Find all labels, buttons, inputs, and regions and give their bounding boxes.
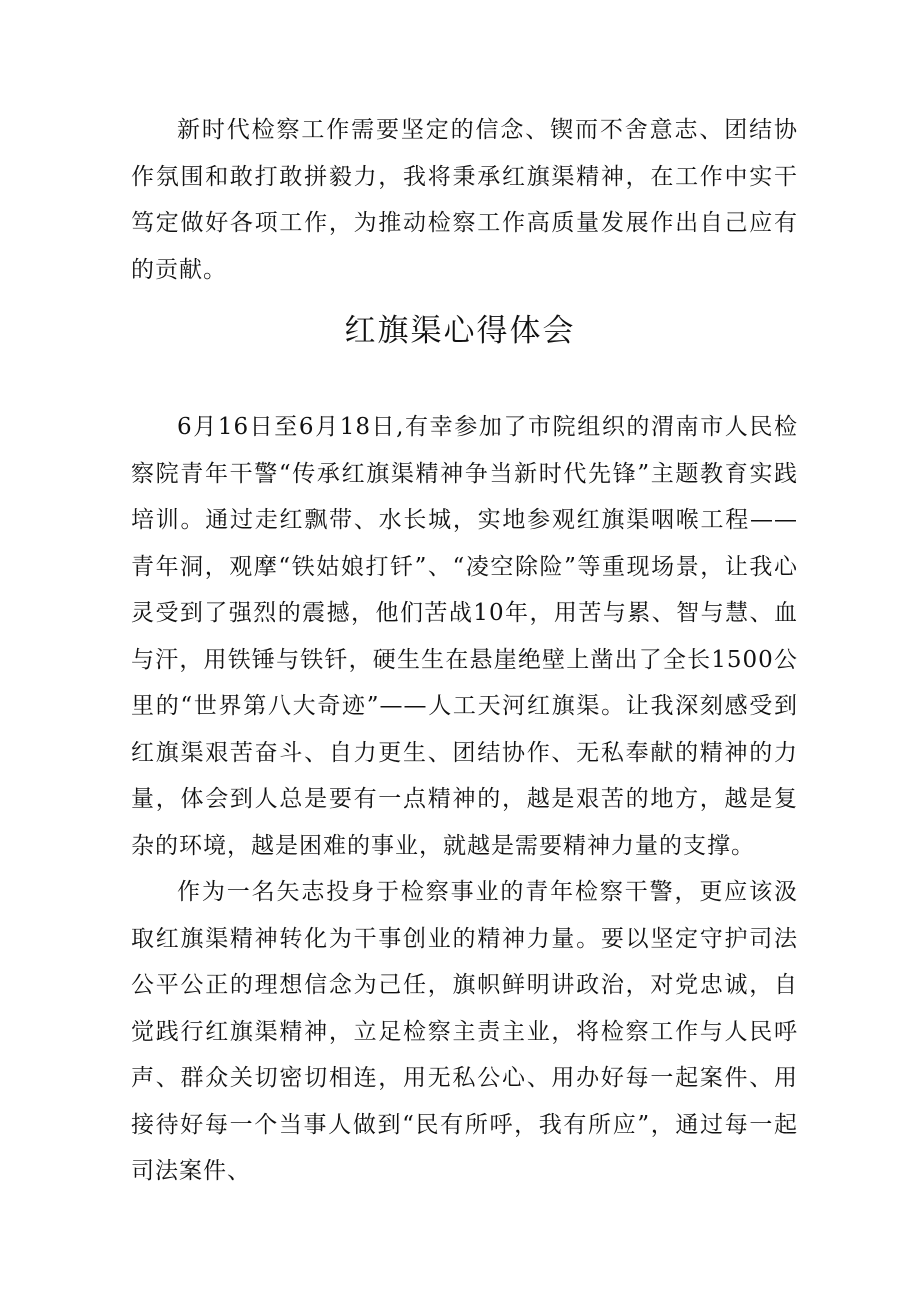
body-paragraph-1: 6月16日至6月18日,有幸参加了市院组织的渭南市人民检察院青年干警“传承红旗渠精神争当新时代先锋”主题教育实践培训。通过走红飘带、水长城，实地参观红旗渠咽喉工程——青年洞，观摩“铁姑娘打钎”、“凌空除险”等重现场景，让我心灵受到了强烈的震撼，他们苦战10年，用苦与累、智与慧、血与汗，用铁锤与铁钎，硬生生在悬崖绝壁上凿出了全长1500公里的“世界第八大奇迹”——人工天河红旗渠。让我深刻感受到红旗渠艰苦奋斗、自力更生、团结协作、无私奉献的精神的力量，体会到人总是要有一点精神的，越是艰苦的地方，越是复杂的环境，越是困难的事业，就越是需要精神力量的支撑。 [131, 414, 798, 859]
page-title: 红旗渠心得体会 [344, 313, 576, 349]
intro-section [131, 107, 798, 293]
body-section [131, 404, 798, 1195]
body-paragraph-2: 作为一名矢志投身于检察事业的青年检察干警，更应该汲取红旗渠精神转化为干事创业的精神力量。要以坚定守护司法公平公正的理想信念为己任，旗帜鲜明讲政治，对党忠诚，自觉践行红旗渠精神，立足检察主责主业，将检察工作与人民呼声、群众关切密切相连，用无私公心、用办好每一起案件、用接待好每一个当事人做到“民有所呼，我有所应”，通过每一起司法案件、 [131, 879, 798, 1184]
intro-paragraph: 新时代检察工作需要坚定的信念、锲而不舍意志、团结协作氛围和敢打敢拼毅力，我将秉承红旗渠精神，在工作中实干笃定做好各项工作，为推动检察工作高质量发展作出自己应有的贡献。 [131, 117, 798, 283]
